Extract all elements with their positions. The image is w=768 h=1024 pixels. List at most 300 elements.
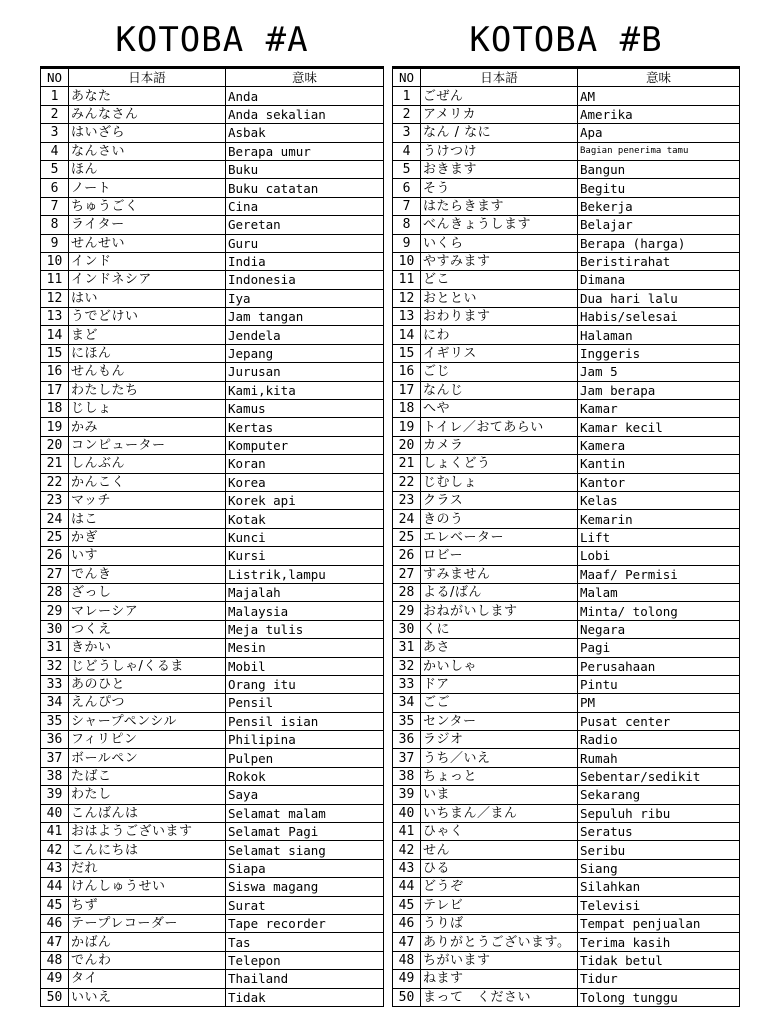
header-meaning: 意味 <box>578 69 740 87</box>
row-number: 12 <box>393 289 421 307</box>
row-number: 10 <box>393 252 421 270</box>
japanese-word: ごぜん <box>421 87 578 105</box>
table-row <box>41 289 384 307</box>
meaning: Philipina <box>226 731 384 749</box>
meaning: Silahkan <box>578 878 740 896</box>
meaning: Malaysia <box>226 602 384 620</box>
vocab-table-a <box>40 66 384 1007</box>
table-row <box>41 933 384 951</box>
meaning: Iya <box>226 289 384 307</box>
row-number: 29 <box>393 602 421 620</box>
header-no: NO <box>393 69 421 87</box>
meaning: Rumah <box>578 749 740 767</box>
table-row <box>393 252 740 270</box>
table-row <box>41 896 384 914</box>
meaning: Mesin <box>226 639 384 657</box>
table-row <box>41 160 384 178</box>
row-number: 16 <box>393 363 421 381</box>
japanese-word: インド <box>69 252 226 270</box>
row-number: 39 <box>393 786 421 804</box>
table-row <box>393 124 740 142</box>
japanese-word: ロビー <box>421 547 578 565</box>
meaning: Seratus <box>578 823 740 841</box>
meaning: Thailand <box>226 970 384 988</box>
row-number: 34 <box>393 694 421 712</box>
meaning: Koran <box>226 455 384 473</box>
meaning: Televisi <box>578 896 740 914</box>
japanese-word: おきます <box>421 160 578 178</box>
meaning: Saya <box>226 786 384 804</box>
meaning: Kursi <box>226 547 384 565</box>
japanese-word: エレベーター <box>421 528 578 546</box>
row-number: 21 <box>41 455 69 473</box>
table-row <box>393 731 740 749</box>
meaning: Tidak <box>226 988 384 1006</box>
row-number: 32 <box>41 657 69 675</box>
meaning: Pensil isian <box>226 712 384 730</box>
table-row <box>41 639 384 657</box>
table-row <box>41 914 384 932</box>
meaning: Mobil <box>226 657 384 675</box>
row-number: 43 <box>393 859 421 877</box>
meaning: Inggeris <box>578 344 740 362</box>
table-row <box>393 528 740 546</box>
row-number: 16 <box>41 363 69 381</box>
meaning: Kamar kecil <box>578 418 740 436</box>
japanese-word: かぎ <box>69 528 226 546</box>
row-number: 38 <box>393 767 421 785</box>
table-row <box>41 786 384 804</box>
japanese-word: おととい <box>421 289 578 307</box>
table-b-body <box>393 87 740 1007</box>
japanese-word: テープレコーダー <box>69 914 226 932</box>
table-row <box>393 308 740 326</box>
japanese-word: ざっし <box>69 583 226 601</box>
table-row <box>41 602 384 620</box>
meaning: Kotak <box>226 510 384 528</box>
table-row <box>393 105 740 123</box>
row-number: 47 <box>41 933 69 951</box>
row-number: 40 <box>393 804 421 822</box>
row-number: 33 <box>393 675 421 693</box>
meaning: Lift <box>578 528 740 546</box>
meaning: Perusahaan <box>578 657 740 675</box>
meaning: Kamar <box>578 400 740 418</box>
japanese-word: かいしゃ <box>421 657 578 675</box>
japanese-word: こんばんは <box>69 804 226 822</box>
meaning: Pagi <box>578 639 740 657</box>
japanese-word: マッチ <box>69 491 226 509</box>
table-row <box>41 970 384 988</box>
meaning: Sepuluh ribu <box>578 804 740 822</box>
meaning: India <box>226 252 384 270</box>
row-number: 37 <box>41 749 69 767</box>
japanese-word: わたしたち <box>69 381 226 399</box>
row-number: 37 <box>393 749 421 767</box>
japanese-word: ちがいます <box>421 951 578 969</box>
meaning: Jam tangan <box>226 308 384 326</box>
japanese-word: じむしょ <box>421 473 578 491</box>
table-row <box>41 197 384 215</box>
meaning: Kemarin <box>578 510 740 528</box>
row-number: 18 <box>41 400 69 418</box>
table-row <box>41 731 384 749</box>
row-number: 11 <box>41 271 69 289</box>
meaning: Sekarang <box>578 786 740 804</box>
header-meaning: 意味 <box>226 69 384 87</box>
row-number: 22 <box>393 473 421 491</box>
row-number: 10 <box>41 252 69 270</box>
row-number: 7 <box>393 197 421 215</box>
meaning: Korek api <box>226 491 384 509</box>
table-row <box>393 841 740 859</box>
meaning: Negara <box>578 620 740 638</box>
meaning: Amerika <box>578 105 740 123</box>
japanese-word: ラジオ <box>421 731 578 749</box>
japanese-word: ノート <box>69 179 226 197</box>
japanese-word: ちゅうごく <box>69 197 226 215</box>
meaning: Bagian penerima tamu <box>578 142 740 160</box>
japanese-word: センター <box>421 712 578 730</box>
japanese-word: うち／いえ <box>421 749 578 767</box>
row-number: 40 <box>41 804 69 822</box>
table-row <box>41 87 384 105</box>
row-number: 28 <box>41 583 69 601</box>
meaning: Apa <box>578 124 740 142</box>
table-row <box>41 510 384 528</box>
table-row <box>393 473 740 491</box>
row-number: 6 <box>393 179 421 197</box>
table-row <box>393 878 740 896</box>
japanese-word: テレビ <box>421 896 578 914</box>
table-row <box>393 786 740 804</box>
table-row <box>393 565 740 583</box>
japanese-word: おわります <box>421 308 578 326</box>
row-number: 2 <box>393 105 421 123</box>
meaning: Minta/ tolong <box>578 602 740 620</box>
meaning: Bekerja <box>578 197 740 215</box>
table-row <box>41 712 384 730</box>
row-number: 45 <box>41 896 69 914</box>
meaning: Dua hari lalu <box>578 289 740 307</box>
japanese-word: じどうしゃ/くるま <box>69 657 226 675</box>
meaning: Indonesia <box>226 271 384 289</box>
table-a-body <box>41 87 384 1007</box>
meaning: Pensil <box>226 694 384 712</box>
japanese-word: ひる <box>421 859 578 877</box>
row-number: 46 <box>41 914 69 932</box>
row-number: 14 <box>41 326 69 344</box>
row-number: 5 <box>41 160 69 178</box>
row-number: 31 <box>393 639 421 657</box>
row-number: 42 <box>41 841 69 859</box>
table-row <box>41 344 384 362</box>
japanese-word: やすみます <box>421 252 578 270</box>
japanese-word: はこ <box>69 510 226 528</box>
table-row <box>393 657 740 675</box>
japanese-word: カメラ <box>421 436 578 454</box>
row-number: 49 <box>393 970 421 988</box>
table-row <box>41 823 384 841</box>
japanese-word: ライター <box>69 216 226 234</box>
row-number: 12 <box>41 289 69 307</box>
meaning: Kamus <box>226 400 384 418</box>
table-row <box>41 179 384 197</box>
meaning: Seribu <box>578 841 740 859</box>
table-row <box>393 914 740 932</box>
table-row <box>393 639 740 657</box>
table-row <box>393 363 740 381</box>
table-b-title: KOTOBA #B <box>469 20 663 60</box>
header-japanese: 日本語 <box>421 69 578 87</box>
meaning: Maaf/ Permisi <box>578 565 740 583</box>
table-row <box>41 749 384 767</box>
row-number: 46 <box>393 914 421 932</box>
japanese-word: まって ください <box>421 988 578 1006</box>
table-row <box>41 124 384 142</box>
row-number: 32 <box>393 657 421 675</box>
row-number: 23 <box>393 491 421 509</box>
row-number: 15 <box>41 344 69 362</box>
meaning: Anda <box>226 87 384 105</box>
meaning: Tolong tunggu <box>578 988 740 1006</box>
row-number: 49 <box>41 970 69 988</box>
japanese-word: たばこ <box>69 767 226 785</box>
japanese-word: えんぴつ <box>69 694 226 712</box>
row-number: 30 <box>393 620 421 638</box>
row-number: 26 <box>41 547 69 565</box>
table-row <box>41 142 384 160</box>
row-number: 36 <box>393 731 421 749</box>
meaning: Pusat center <box>578 712 740 730</box>
japanese-word: かばん <box>69 933 226 951</box>
meaning: Bangun <box>578 160 740 178</box>
japanese-word: はい <box>69 289 226 307</box>
japanese-word: うりば <box>421 914 578 932</box>
row-number: 28 <box>393 583 421 601</box>
row-number: 1 <box>393 87 421 105</box>
meaning: Tempat penjualan <box>578 914 740 932</box>
meaning: Geretan <box>226 216 384 234</box>
table-row <box>393 620 740 638</box>
japanese-word: まど <box>69 326 226 344</box>
meaning: Majalah <box>226 583 384 601</box>
meaning: Habis/selesai <box>578 308 740 326</box>
meaning: Kunci <box>226 528 384 546</box>
row-number: 41 <box>41 823 69 841</box>
table-row <box>41 491 384 509</box>
row-number: 24 <box>393 510 421 528</box>
japanese-word: ごじ <box>421 363 578 381</box>
meaning: Kamera <box>578 436 740 454</box>
row-number: 20 <box>393 436 421 454</box>
row-number: 39 <box>41 786 69 804</box>
meaning: Jepang <box>226 344 384 362</box>
row-number: 14 <box>393 326 421 344</box>
meaning: Terima kasih <box>578 933 740 951</box>
japanese-word: おねがいします <box>421 602 578 620</box>
table-row <box>393 547 740 565</box>
table-row <box>393 400 740 418</box>
table-row <box>41 565 384 583</box>
table-row <box>41 363 384 381</box>
meaning: Cina <box>226 197 384 215</box>
meaning: Selamat malam <box>226 804 384 822</box>
row-number: 21 <box>393 455 421 473</box>
japanese-word: ねます <box>421 970 578 988</box>
meaning: Rokok <box>226 767 384 785</box>
japanese-word: フィリピン <box>69 731 226 749</box>
meaning: Asbak <box>226 124 384 142</box>
table-row <box>41 841 384 859</box>
row-number: 34 <box>41 694 69 712</box>
meaning: Orang itu <box>226 675 384 693</box>
japanese-word: にほん <box>69 344 226 362</box>
table-row <box>41 308 384 326</box>
japanese-word: いいえ <box>69 988 226 1006</box>
meaning: Belajar <box>578 216 740 234</box>
japanese-word: なんじ <box>421 381 578 399</box>
table-row <box>41 767 384 785</box>
table-row <box>393 271 740 289</box>
meaning: Buku catatan <box>226 179 384 197</box>
row-number: 9 <box>393 234 421 252</box>
row-number: 17 <box>41 381 69 399</box>
japanese-word: せん <box>421 841 578 859</box>
vocab-table-b <box>392 66 740 1007</box>
table-row <box>41 418 384 436</box>
table-row <box>393 823 740 841</box>
meaning: Pulpen <box>226 749 384 767</box>
row-number: 41 <box>393 823 421 841</box>
japanese-word: みんなさん <box>69 105 226 123</box>
table-row <box>41 657 384 675</box>
table-row <box>393 933 740 951</box>
row-number: 48 <box>393 951 421 969</box>
japanese-word: いくら <box>421 234 578 252</box>
japanese-word: マレーシア <box>69 602 226 620</box>
japanese-word: おはようございます <box>69 823 226 841</box>
japanese-word: にわ <box>421 326 578 344</box>
japanese-word: きのう <box>421 510 578 528</box>
row-number: 19 <box>41 418 69 436</box>
japanese-word: でんき <box>69 565 226 583</box>
row-number: 19 <box>393 418 421 436</box>
header-japanese: 日本語 <box>69 69 226 87</box>
meaning: Kantor <box>578 473 740 491</box>
meaning: Tas <box>226 933 384 951</box>
meaning: Selamat Pagi <box>226 823 384 841</box>
row-number: 9 <box>41 234 69 252</box>
row-number: 27 <box>393 565 421 583</box>
japanese-word: インドネシア <box>69 271 226 289</box>
table-row <box>393 197 740 215</box>
japanese-word: ボールペン <box>69 749 226 767</box>
table-row <box>393 160 740 178</box>
meaning: Korea <box>226 473 384 491</box>
table-row <box>41 988 384 1006</box>
table-row <box>393 234 740 252</box>
japanese-word: よる/ばん <box>421 583 578 601</box>
japanese-word: あさ <box>421 639 578 657</box>
japanese-word: ちょっと <box>421 767 578 785</box>
table-row <box>393 602 740 620</box>
table-row <box>393 510 740 528</box>
table-row <box>393 418 740 436</box>
row-number: 27 <box>41 565 69 583</box>
table-row <box>41 326 384 344</box>
row-number: 17 <box>393 381 421 399</box>
table-row <box>41 105 384 123</box>
meaning: Beristirahat <box>578 252 740 270</box>
row-number: 13 <box>41 308 69 326</box>
meaning: Tidur <box>578 970 740 988</box>
table-row <box>41 804 384 822</box>
japanese-word: ごご <box>421 694 578 712</box>
meaning: Selamat siang <box>226 841 384 859</box>
row-number: 1 <box>41 87 69 105</box>
table-row <box>393 344 740 362</box>
meaning: Anda sekalian <box>226 105 384 123</box>
japanese-word: タイ <box>69 970 226 988</box>
japanese-word: くに <box>421 620 578 638</box>
meaning: Jurusan <box>226 363 384 381</box>
japanese-word: つくえ <box>69 620 226 638</box>
table-row <box>41 436 384 454</box>
table-row <box>41 694 384 712</box>
meaning: Siapa <box>226 859 384 877</box>
meaning: Begitu <box>578 179 740 197</box>
table-row <box>393 216 740 234</box>
table-row <box>393 381 740 399</box>
japanese-word: すみません <box>421 565 578 583</box>
table-row <box>393 583 740 601</box>
japanese-word: ちず <box>69 896 226 914</box>
japanese-word: コンピューター <box>69 436 226 454</box>
table-row <box>393 87 740 105</box>
row-number: 44 <box>393 878 421 896</box>
meaning: Malam <box>578 583 740 601</box>
row-number: 29 <box>41 602 69 620</box>
row-number: 11 <box>393 271 421 289</box>
meaning: Kami,kita <box>226 381 384 399</box>
table-row <box>393 326 740 344</box>
meaning: Radio <box>578 731 740 749</box>
japanese-word: しんぶん <box>69 455 226 473</box>
japanese-word: はいざら <box>69 124 226 142</box>
row-number: 30 <box>41 620 69 638</box>
table-row <box>41 878 384 896</box>
table-row <box>393 896 740 914</box>
row-number: 25 <box>393 528 421 546</box>
table-row <box>41 271 384 289</box>
table-row <box>393 455 740 473</box>
meaning: Sebentar/sedikit <box>578 767 740 785</box>
japanese-word: きかい <box>69 639 226 657</box>
meaning: Buku <box>226 160 384 178</box>
japanese-word: かんこく <box>69 473 226 491</box>
row-number: 3 <box>41 124 69 142</box>
row-number: 33 <box>41 675 69 693</box>
japanese-word: しょくどう <box>421 455 578 473</box>
meaning: Lobi <box>578 547 740 565</box>
japanese-word: いま <box>421 786 578 804</box>
row-number: 8 <box>41 216 69 234</box>
meaning: Telepon <box>226 951 384 969</box>
row-number: 18 <box>393 400 421 418</box>
japanese-word: うけつけ <box>421 142 578 160</box>
row-number: 22 <box>41 473 69 491</box>
